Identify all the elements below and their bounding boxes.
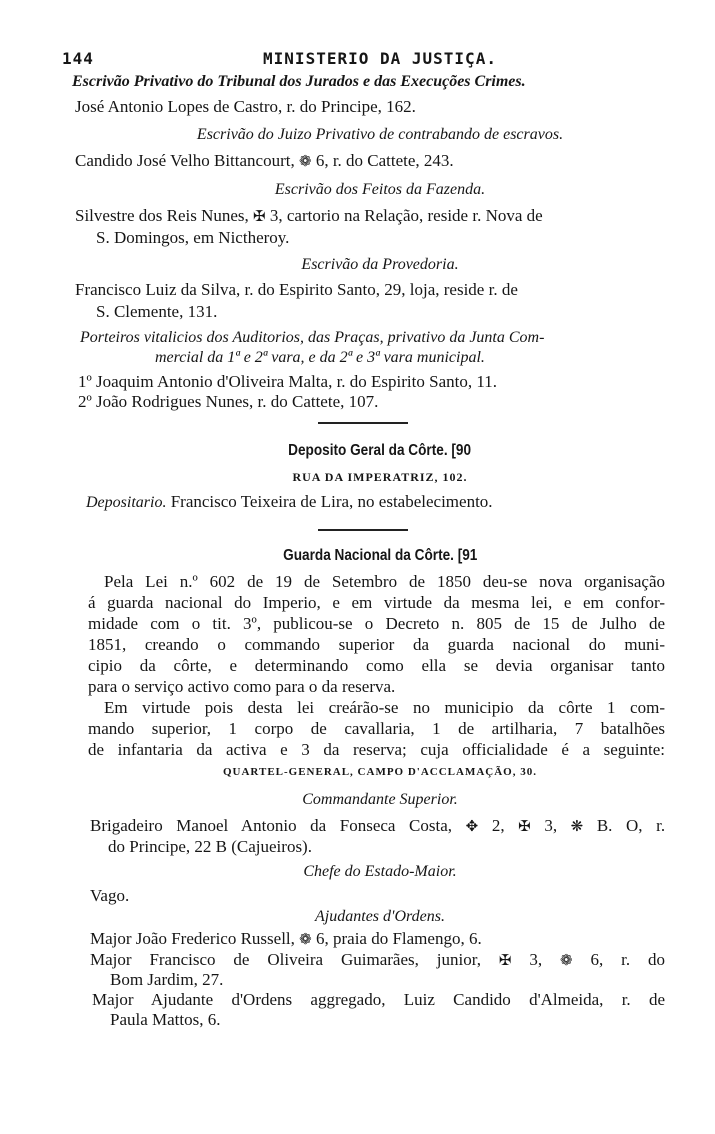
paragraph-line: mando superior, 1 corpo de cavallaria, 1 de artilharia, 7 batalhões [88,719,665,738]
address: RUA DA IMPERATRIZ, 102. [292,470,468,484]
entry-text: Brigadeiro Manoel Antonio da Fonseca Costa, [90,816,453,835]
section-heading: Escrivão do Juizo Privativo de contrabando de escravos. [196,126,564,143]
order-rose-icon: ❁ [560,953,573,969]
deposito-title: Deposito Geral da Côrte. [90 [288,442,472,459]
entry-text: 6, r. do Cattete, 243. [315,151,454,170]
paragraph-line: cipio da côrte, e determinando como ella se devia organisar tanto [88,656,665,675]
order-rose-icon: ❁ [299,932,312,948]
order-star-icon: ✥ [465,819,479,835]
entry-text: 3, [529,950,543,969]
order-cross-icon: ✠ [498,953,512,969]
guarda-title: Guarda Nacional da Côrte. [91 [282,547,478,564]
entry [75,151,454,171]
entry-text: 2, [491,816,505,835]
divider [318,529,408,531]
paragraph-line: Em virtude pois desta lei creárão-se no municipio da côrte 1 com- [104,698,665,717]
section-heading: Escrivão Privativo do Tribunal dos Jurados e das Execuções Crimes. [72,73,526,90]
entry-label: Depositario. [86,494,167,511]
entry: Vago. [90,886,130,905]
entry-text: 6, praia do Flamengo, 6. [315,929,482,948]
entry-text: Major Francisco de Oliveira Guimarães, junior, [90,950,481,969]
running-header: MINISTERIO DA JUSTIÇA. [263,49,497,68]
section-heading: Commandante Superior. [302,791,458,808]
section-heading-cont: mercial da 1ª e 2ª vara, e da 2ª e 3ª vara municipal. [155,349,485,366]
paragraph-line: midade com o tit. 3º, publicou-se o Decreto n. 805 de 15 de Julho de [88,614,665,633]
entry-continuation: Paula Mattos, 6. [110,1010,221,1029]
entry-text: Silvestre dos Reis Nunes, [75,206,249,225]
entry: José Antonio Lopes de Castro, r. do Principe, 162. [75,97,416,116]
entry-text: B. O, r. [596,816,665,835]
entry-continuation: S. Clemente, 131. [96,302,218,321]
entry-text: Francisco Teixeira de Lira, no estabelecimento. [170,492,493,511]
order-rose-icon: ❁ [298,154,312,170]
order-cross-icon: ✠ [253,209,266,225]
paragraph-line: para o serviço activo como para o da reserva. [88,677,396,696]
paragraph-line: 1851, creando o commando superior da guarda nacional do muni- [88,635,665,654]
section-heading: Chefe do Estado-Maior. [303,863,457,880]
entry [90,929,482,949]
entry [90,816,665,836]
entry: Francisco Luiz da Silva, r. do Espirito Santo, 29, loja, reside r. de [75,280,518,299]
entry-text: 3, [544,816,558,835]
entry-continuation: Bom Jardim, 27. [110,970,224,989]
entry-text: Candido José Velho Bittancourt, [75,151,295,170]
paragraph-line: de infantaria da activa e 3 da reserva; cuja officialidade é a seguinte: [88,740,665,759]
section-heading: Escrivão da Provedoria. [301,256,459,273]
entry [75,206,543,226]
section-title [60,545,700,565]
entry: 1º Joaquim Antonio d'Oliveira Malta, r. do Espirito Santo, 11. [78,372,497,391]
entry: 2º João Rodrigues Nunes, r. do Cattete, 107. [78,392,379,411]
section-title [60,440,700,460]
section-heading: Escrivão dos Feitos da Fazenda. [274,181,486,198]
page-number: 144 [62,49,94,68]
section-heading: Ajudantes d'Ordens. [315,908,445,925]
entry [90,950,665,970]
order-snowflake-icon: ❋ [570,819,584,835]
paragraph-line: Pela Lei n.º 602 de 19 de Setembro de 1850 deu-se nova organisação [104,572,665,591]
entry-text: 6, r. do [590,950,665,969]
section-heading: Porteiros vitalicios dos Auditorios, das Praças, privativo da Junta Com- [80,329,545,346]
entry-text: Major João Frederico Russell, [90,929,295,948]
entry [86,492,493,512]
entry: Major Ajudante d'Ordens aggregado, Luiz Candido d'Almeida, r. de [92,990,665,1009]
order-cross-icon: ✠ [518,819,531,835]
divider [318,422,408,424]
entry-text: 3, cartorio na Relação, reside r. Nova de [269,206,543,225]
address: QUARTEL-GENERAL, CAMPO D'ACCLAMAÇÃO, 30. [222,766,537,778]
paragraph-line: á guarda nacional do Imperio, e em virtude da mesma lei, e em confor- [88,593,665,612]
entry-continuation: S. Domingos, em Nictheroy. [96,228,290,247]
entry-continuation: do Principe, 22 B (Cajueiros). [108,837,312,856]
